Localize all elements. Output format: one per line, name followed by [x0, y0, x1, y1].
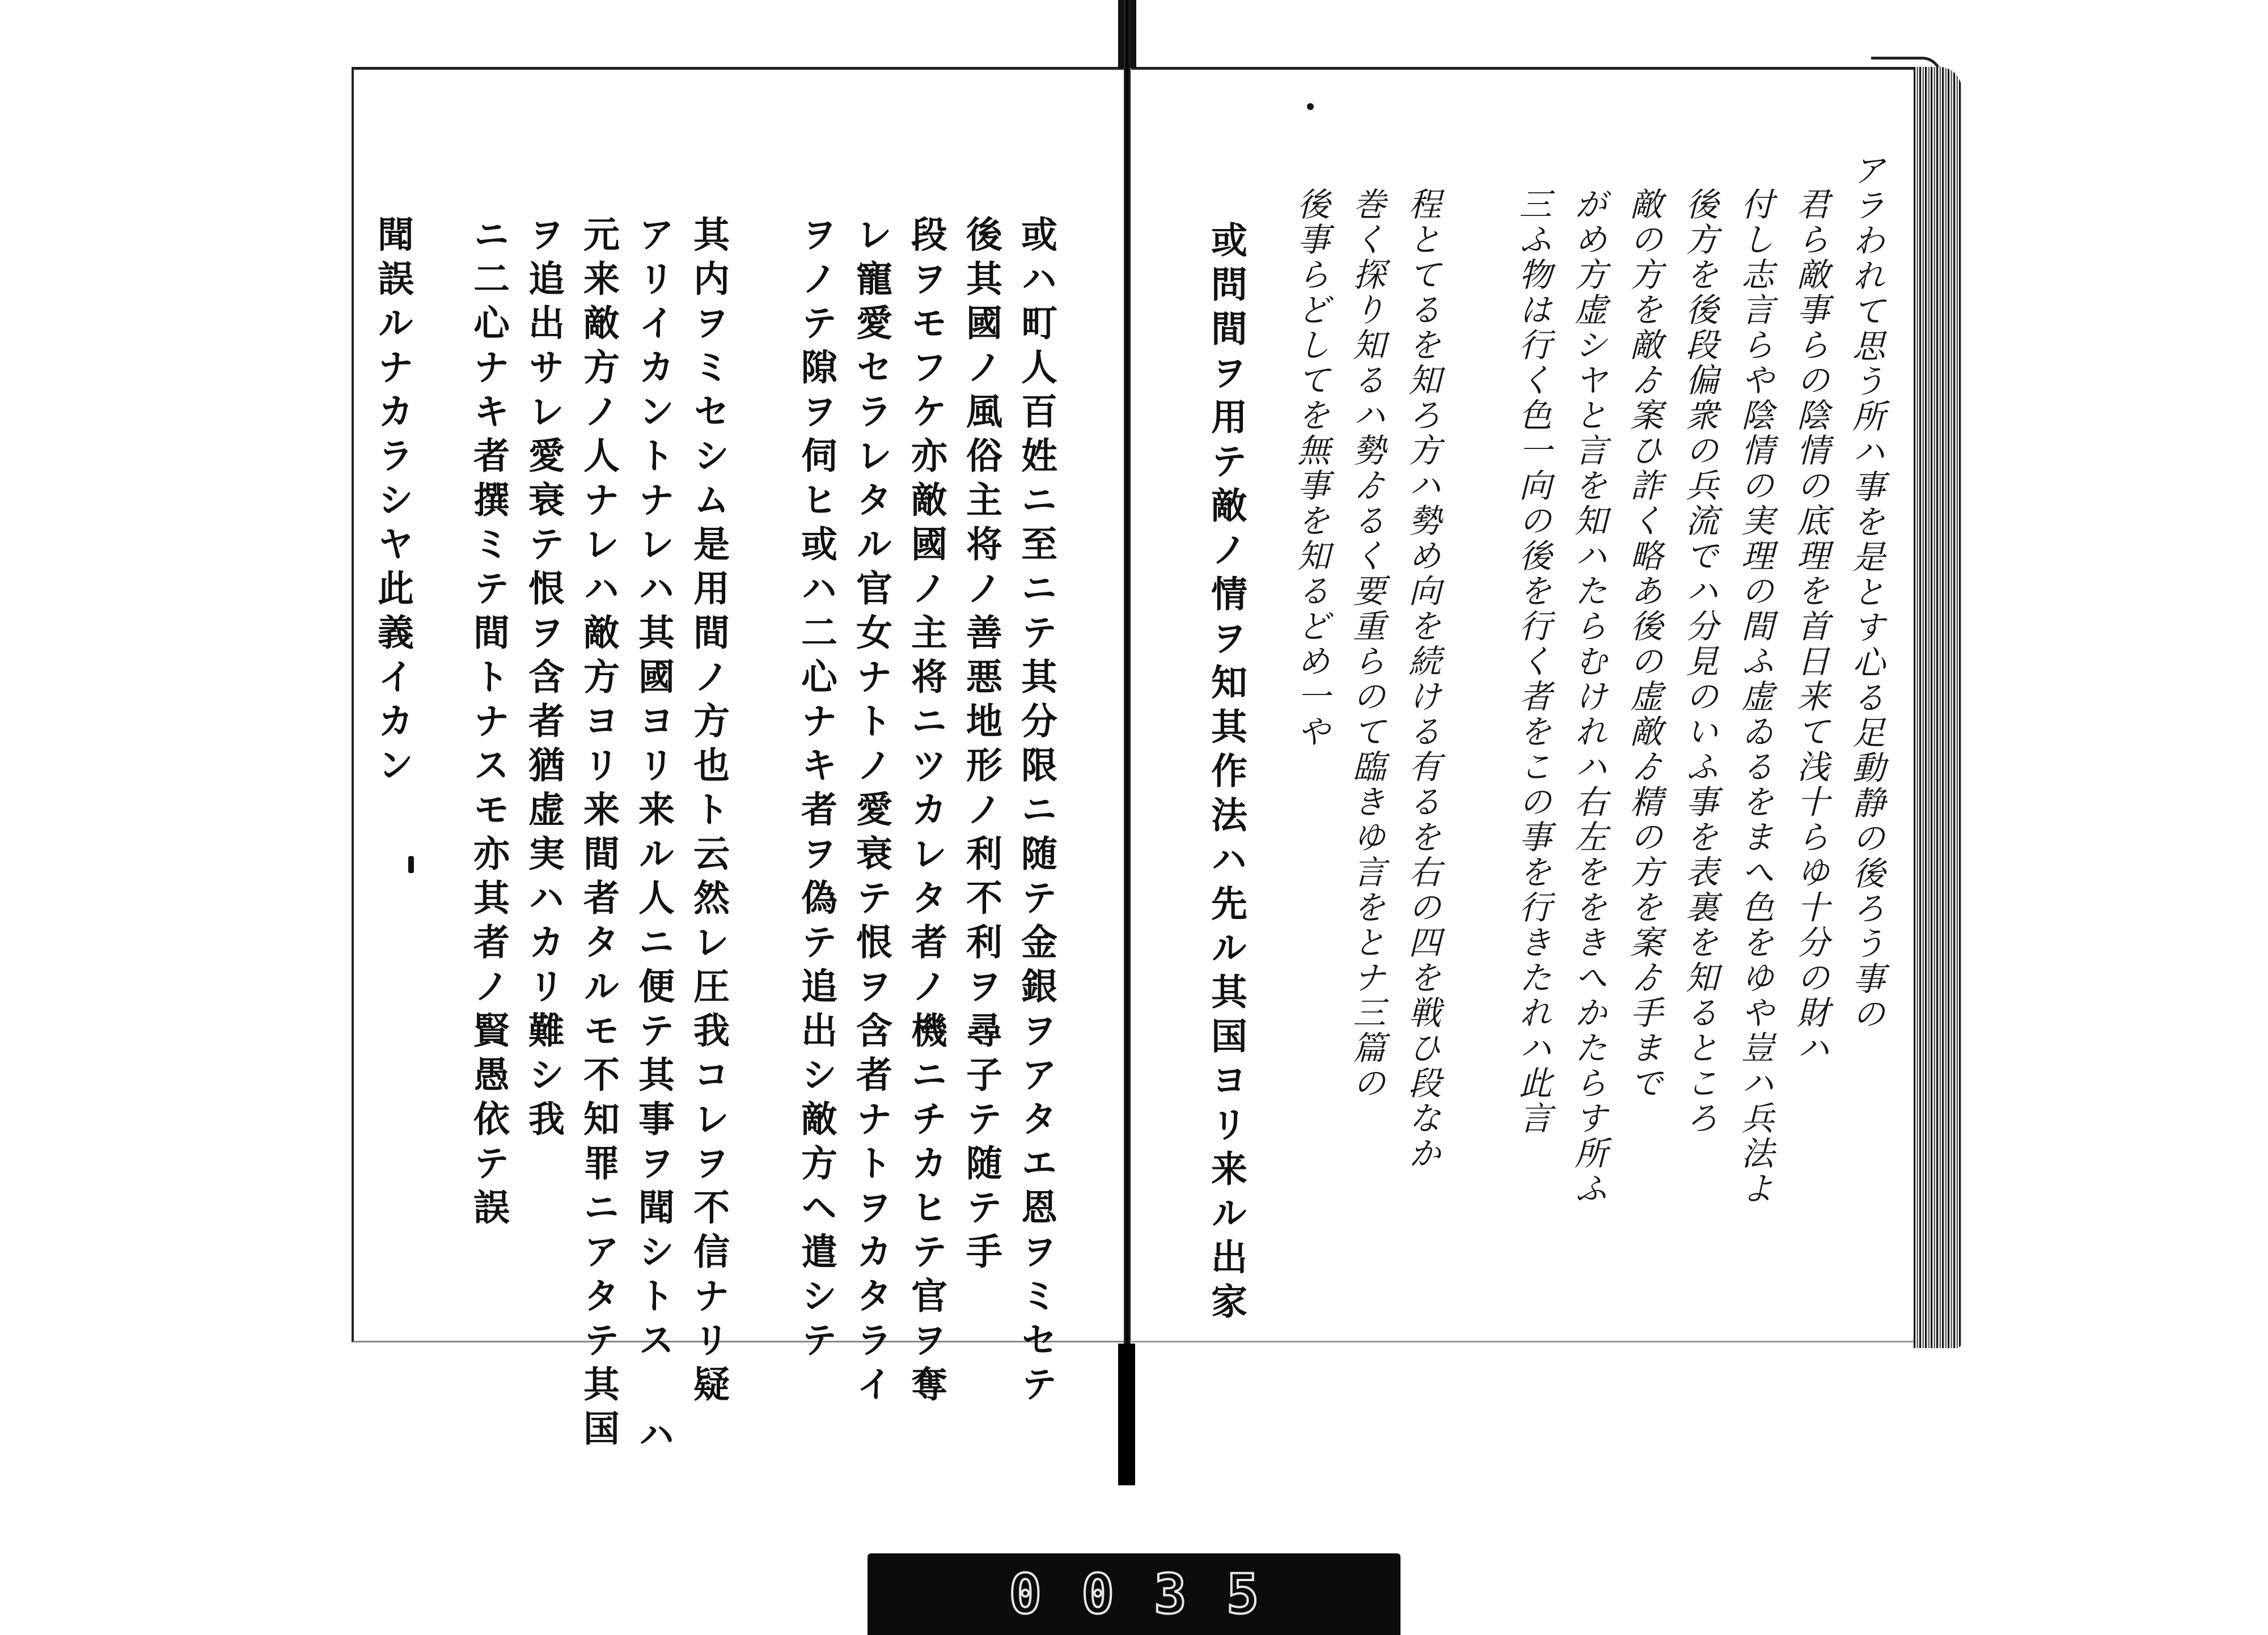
left-page-column-4: レ寵愛セラレタル官女ナトノ愛衰テ恨ヲ含者ナトヲカタライ: [850, 215, 892, 1409]
left-page-column-2: 後其國ノ風俗主将ノ善悪地形ノ利不利ヲ尋子テ随テ手: [960, 215, 1002, 1277]
ink-speck: [408, 856, 414, 873]
left-page-column-8: 元来敵方ノ人ナレハ敵方ヨリ来間者タルモ不知罪ニアタテ其国: [577, 215, 620, 1454]
right-page-column-8: 程とてるを知ろ方ハ勢め向を続ける有るを右の四を戦ひ段なか: [1403, 187, 1441, 1171]
archive-number: 0035: [1009, 1562, 1299, 1626]
right-page-column-10: 後事らどしてを無事を知るどめ一や: [1292, 187, 1330, 749]
left-page-column-10: ニ二心ナキ者撰ミテ間トナスモ亦其者ノ賢愚依テ誤: [467, 215, 510, 1232]
right-page-column-7: 三ふ物は行く色一向の後を行く者をこの事を行きたれハ此言: [1513, 187, 1552, 1136]
book-gutter: [1124, 0, 1131, 1485]
right-page-column-4: 後方を後段偏衆の兵流でハ分見のいふ事を表裏を知るところ: [1680, 187, 1719, 1136]
right-page-column-9: 巻く探り知るハ勢ゟるく要重らのて臨きゆ言をとナ三篇の: [1347, 187, 1386, 1101]
right-page-column-2: 君ら敵事らの陰情の底理を首日来て浅十らゆ十分の財ハ: [1791, 187, 1830, 1066]
binding-tab: [1118, 1344, 1135, 1485]
right-page-column-5: 敵の方を敵ゟ案ひ詐く略あ後の虚敵ゟ精の方を案ゟ手まで: [1624, 187, 1663, 1101]
left-page-column-3: 段ヲモフケ亦敵國ノ主将ニツカレタ者ノ機ニチカヒテ官ヲ奪: [905, 215, 947, 1409]
right-page-column-1: アラわれて思う所ハ事を是とす心る足動静の後ろう事の: [1847, 153, 1885, 1032]
page-edge-stack: [1914, 67, 1962, 1348]
right-page-column-6: がめ方虚シヤと言を知ハたらむけれハ右左ををきへかたらす所ふ: [1569, 187, 1607, 1206]
right-page-column-3: 付し志言らや陰情の実理の間ふ虚ゐるをまへ色をゆや豈ハ兵法よ: [1736, 187, 1774, 1206]
left-page-column-9: ヲ追出サレ愛衰テ恨ヲ含者猶虚実ハカリ難シ我: [522, 215, 565, 1144]
left-page-column-6: 其内ヲミセシム是用間ノ方也ト云然レ圧我コレヲ不信ナリ疑: [687, 215, 730, 1409]
right-page-printed-column: 或問間ヲ用テ敵ノ情ヲ知其作法ハ先ル其国ヨリ来ル出家: [1205, 221, 1247, 1327]
left-page-column-7: アリイカントナレハ其國ヨリ来ル人ニ便テ其事ヲ聞シトス ハ: [632, 215, 675, 1460]
ink-speck: [1307, 103, 1314, 110]
archive-number-label: [868, 1553, 1400, 1635]
left-page-column-1: 或ハ町人百姓ニ至ニテ其分限ニ随テ金銀ヲアタエ恩ヲミセテ: [1015, 215, 1057, 1409]
left-page-column-5: ヲノテ隙ヲ伺ヒ或ハ二心ナキ者ヲ偽テ追出シ敵方ヘ遣シテ: [795, 215, 837, 1365]
left-page-column-11: 聞誤ルナカラシヤ此義イカン: [371, 215, 414, 790]
